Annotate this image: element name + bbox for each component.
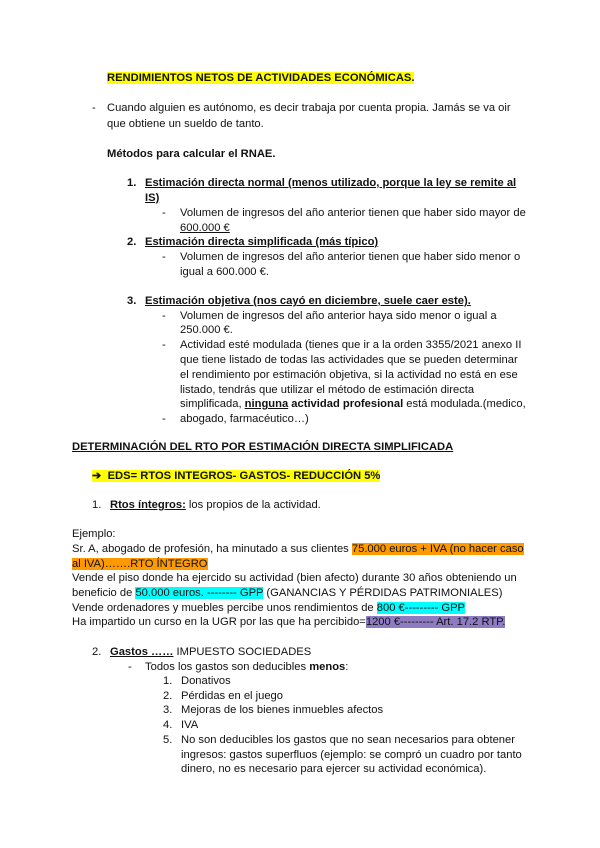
method-3-title: Estimación objetiva (nos cayó en diciembre, suele caer este). (145, 295, 471, 307)
example-line-6: Ha impartido un curso en la UGR por las que ha percibido=1200 €--------- Art. 17.2 RTP. (72, 616, 506, 628)
item-1: Rtos íntegros: los propios de la actividad. (110, 499, 321, 511)
gastos-item-number: 3. (163, 704, 173, 716)
example-line-5: Vende ordenadores y muebles percibe unos rendimientos de 800 €--------- GPP (72, 602, 466, 614)
gastos-item-number: 5. (163, 734, 173, 746)
method-3-bullet-2-line-4: listado, tendrás que utilizar el método de estimación directa (180, 384, 475, 396)
method-1-bullet-1-cont: 600.000 € (180, 222, 230, 234)
methods-heading: Métodos para calcular el RNAE. (107, 148, 276, 160)
formula-line: ➔ EDS= RTOS INTEGROS- GASTOS- REDUCCIÓN 5% (92, 470, 381, 482)
example-line-4: beneficio de 50.000 euros. -------- GPP (GANANCIAS Y PÉRDIDAS PATRIMONIALES) (72, 587, 503, 599)
method-3-bullet-2-line-2: que tiene listado de todas las actividades que se pueden determinar (180, 354, 518, 366)
method-2-title: Estimación directa simplificada (más típico) (145, 236, 379, 248)
method-3-bullet-2-line-5: simplificada, ninguna actividad profesional está modulada.(medico, (180, 398, 526, 410)
gastos-item: IVA (181, 719, 199, 731)
method-3-bullet-1-cont: 250.000 €. (180, 324, 233, 336)
method-1-title-cont: IS) (145, 192, 160, 204)
gastos-item-cont: ingresos: gastos superfluos (ejemplo: se compró un cuadro por tanto (181, 749, 522, 761)
gastos-item-number: 2. (163, 690, 173, 702)
item-2: Gastos …… IMPUESTO SOCIEDADES (110, 646, 312, 658)
arrow-icon: ➔ (92, 470, 102, 482)
example-line-1: Sr. A, abogado de profesión, ha minutado a sus clientes 75.000 euros + IVA (no hacer caso (72, 543, 524, 555)
item-1-number: 1. (92, 499, 102, 511)
dash-bullet: - (162, 310, 166, 322)
example-label: Ejemplo: (72, 528, 116, 540)
intro-line-2: que obtiene un sueldo de tanto. (107, 118, 264, 130)
dash-bullet: - (162, 251, 166, 263)
method-2-bullet-1-cont: igual a 600.000 €. (180, 266, 269, 278)
method-3-bullet-2-line-3: el rendimiento por estimación objetiva, si la actividad no está en ese (180, 369, 518, 381)
method-1-title: Estimación directa normal (menos utilizado, porque la ley se remite al (145, 177, 517, 189)
method-3-bullet-2-line-6: abogado, farmacéutico…) (180, 413, 309, 425)
gastos-intro: Todos los gastos son deducibles menos: (145, 661, 349, 673)
method-2-bullet-1: Volumen de ingresos del año anterior tienen que haber sido menor o (180, 251, 521, 263)
dash-bullet: - (92, 102, 96, 114)
gastos-item-number: 1. (163, 675, 173, 687)
item-2-number: 2. (92, 646, 102, 658)
method-3-number: 3. (127, 295, 137, 307)
intro-line-1: Cuando alguien es autónomo, es decir trabaja por cuenta propia. Jamás se va oir (107, 102, 511, 114)
method-2-number: 2. (127, 236, 137, 248)
page-title: RENDIMIENTOS NETOS DE ACTIVIDADES ECONÓMICAS. (107, 72, 415, 84)
method-3-bullet-2-line-1: Actividad esté modulada (tienes que ir a la orden 3355/2021 anexo II (180, 339, 522, 351)
gastos-item: Donativos (181, 675, 231, 687)
gastos-item: Pérdidas en el juego (181, 690, 284, 702)
example-line-3: Vende el piso donde ha ejercido su actividad (bien afecto) durante 30 años obteniendo un (72, 572, 517, 584)
dash-bullet: - (162, 413, 166, 425)
example-line-2: al IVA)…….RTO ÍNTEGRO (72, 558, 208, 570)
method-1-number: 1. (127, 177, 137, 189)
dash-bullet: - (162, 207, 166, 219)
dash-bullet: - (162, 339, 166, 351)
gastos-item: No son deducibles los gastos que no sean necesarios para obtener (181, 734, 515, 746)
gastos-item: Mejoras de los bienes inmuebles afectos (181, 704, 384, 716)
section-heading: DETERMINACIÓN DEL RTO POR ESTIMACIÓN DIRECTA SIMPLIFICADA (72, 441, 454, 453)
method-1-bullet-1: Volumen de ingresos del año anterior tienen que haber sido mayor de (180, 207, 526, 219)
gastos-item-number: 4. (163, 719, 173, 731)
method-3-bullet-1: Volumen de ingresos del año anterior haya sido menor o igual a (180, 310, 497, 322)
gastos-item-cont: dinero, no es necesario para ejercer su actividad económica). (181, 763, 487, 775)
dash-bullet: - (128, 661, 132, 673)
